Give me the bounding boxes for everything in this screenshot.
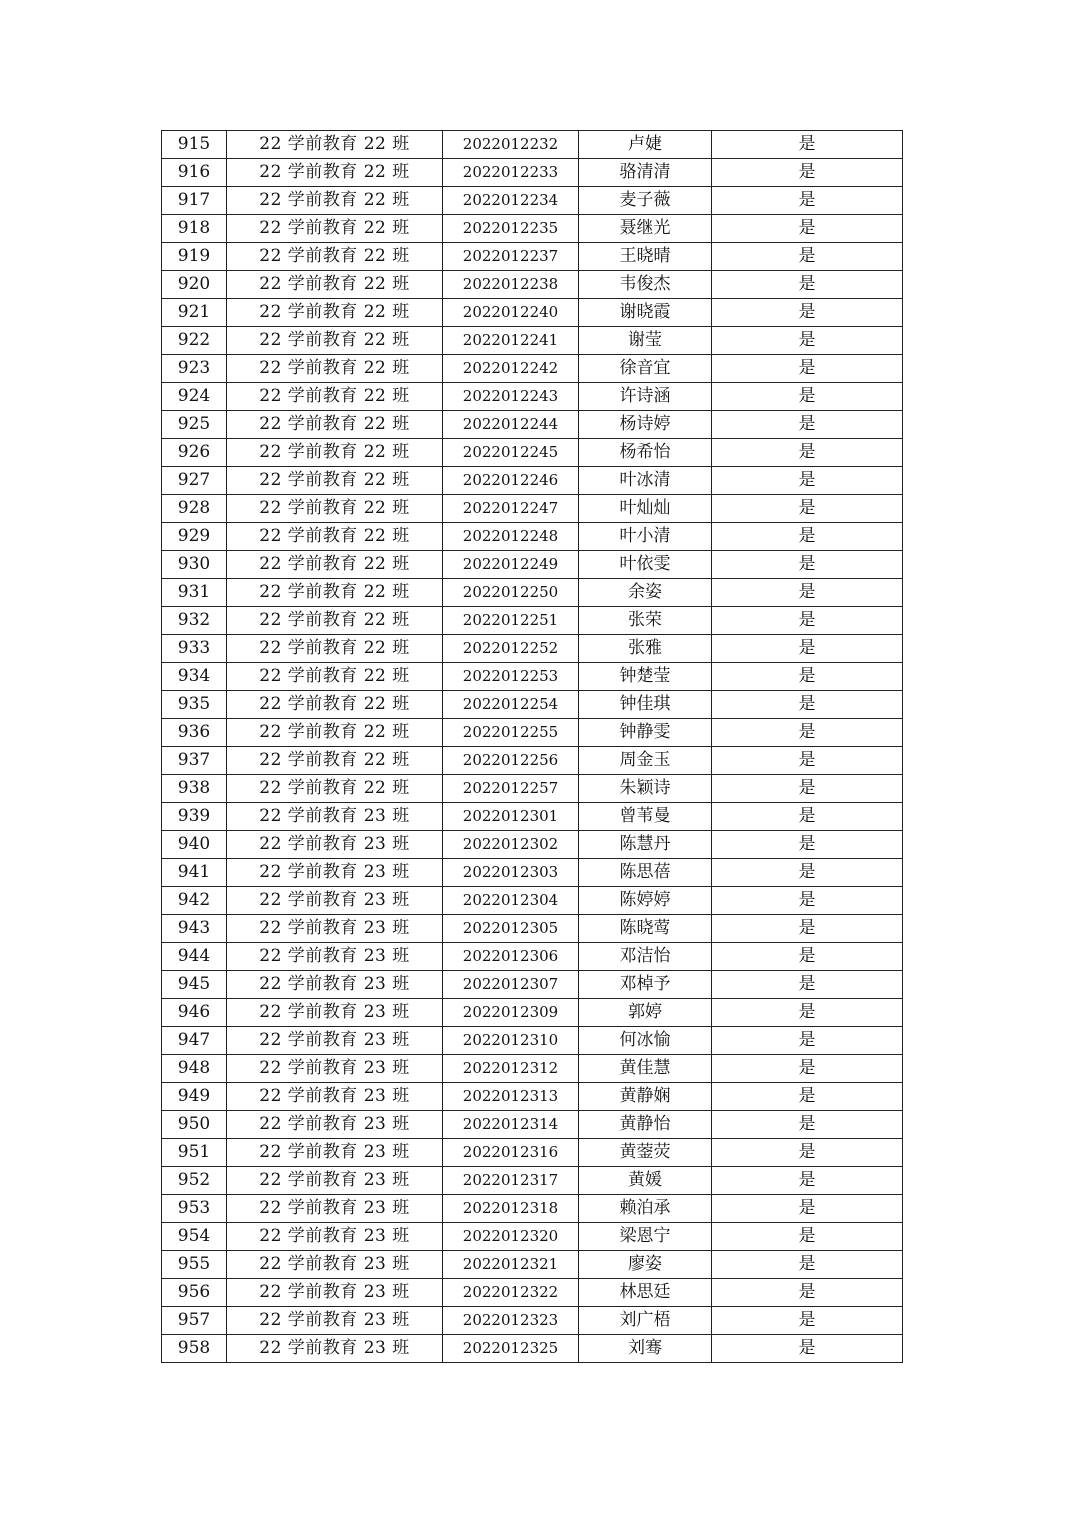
- student-name-cell: 陈晓莺: [579, 915, 712, 943]
- status-cell: 是: [712, 663, 903, 691]
- student-id-cell: 2022012313: [443, 1083, 579, 1111]
- student-name-cell: 邓棹予: [579, 971, 712, 999]
- student-name-cell: 叶小清: [579, 523, 712, 551]
- student-id-cell: 2022012316: [443, 1139, 579, 1167]
- student-id-cell: 2022012247: [443, 495, 579, 523]
- status-cell: 是: [712, 1055, 903, 1083]
- class-cell: 22 学前教育 22 班: [227, 299, 443, 327]
- student-id-cell: 2022012243: [443, 383, 579, 411]
- status-cell: 是: [712, 803, 903, 831]
- student-id-cell: 2022012320: [443, 1223, 579, 1251]
- student-id-cell: 2022012318: [443, 1195, 579, 1223]
- table-row: [162, 607, 903, 635]
- status-cell: 是: [712, 1111, 903, 1139]
- class-cell: 22 学前教育 23 班: [227, 1027, 443, 1055]
- row-number-cell: 918: [162, 215, 227, 243]
- row-number-cell: 917: [162, 187, 227, 215]
- student-id-cell: 2022012249: [443, 551, 579, 579]
- student-id-cell: 2022012240: [443, 299, 579, 327]
- table-row: [162, 775, 903, 803]
- row-number-cell: 927: [162, 467, 227, 495]
- student-name-cell: 韦俊杰: [579, 271, 712, 299]
- class-cell: 22 学前教育 23 班: [227, 1279, 443, 1307]
- class-cell: 22 学前教育 23 班: [227, 1139, 443, 1167]
- table-row: [162, 215, 903, 243]
- student-id-cell: 2022012237: [443, 243, 579, 271]
- student-id-cell: 2022012323: [443, 1307, 579, 1335]
- student-name-cell: 余姿: [579, 579, 712, 607]
- student-name-cell: 陈婷婷: [579, 887, 712, 915]
- roster-body: [162, 131, 903, 1363]
- table-row: [162, 1111, 903, 1139]
- table-row: [162, 159, 903, 187]
- student-id-cell: 2022012252: [443, 635, 579, 663]
- table-row: [162, 1139, 903, 1167]
- student-name-cell: 梁恩宁: [579, 1223, 712, 1251]
- row-number-cell: 948: [162, 1055, 227, 1083]
- student-id-cell: 2022012321: [443, 1251, 579, 1279]
- student-name-cell: 廖姿: [579, 1251, 712, 1279]
- table-row: [162, 495, 903, 523]
- status-cell: 是: [712, 383, 903, 411]
- student-name-cell: 骆清清: [579, 159, 712, 187]
- class-cell: 22 学前教育 23 班: [227, 943, 443, 971]
- class-cell: 22 学前教育 23 班: [227, 859, 443, 887]
- class-cell: 22 学前教育 22 班: [227, 411, 443, 439]
- row-number-cell: 949: [162, 1083, 227, 1111]
- class-cell: 22 学前教育 22 班: [227, 159, 443, 187]
- status-cell: 是: [712, 243, 903, 271]
- status-cell: 是: [712, 775, 903, 803]
- student-name-cell: 杨希怡: [579, 439, 712, 467]
- row-number-cell: 924: [162, 383, 227, 411]
- student-name-cell: 叶依雯: [579, 551, 712, 579]
- student-id-cell: 2022012255: [443, 719, 579, 747]
- student-id-cell: 2022012303: [443, 859, 579, 887]
- row-number-cell: 950: [162, 1111, 227, 1139]
- student-name-cell: 林思廷: [579, 1279, 712, 1307]
- student-id-cell: 2022012238: [443, 271, 579, 299]
- table-row: [162, 1195, 903, 1223]
- student-id-cell: 2022012246: [443, 467, 579, 495]
- class-cell: 22 学前教育 22 班: [227, 607, 443, 635]
- row-number-cell: 920: [162, 271, 227, 299]
- table-row: [162, 1251, 903, 1279]
- student-roster-table: [161, 130, 903, 1363]
- row-number-cell: 945: [162, 971, 227, 999]
- class-cell: 22 学前教育 22 班: [227, 775, 443, 803]
- row-number-cell: 930: [162, 551, 227, 579]
- class-cell: 22 学前教育 23 班: [227, 1167, 443, 1195]
- status-cell: 是: [712, 579, 903, 607]
- student-name-cell: 谢晓霞: [579, 299, 712, 327]
- table-row: [162, 719, 903, 747]
- class-cell: 22 学前教育 23 班: [227, 999, 443, 1027]
- status-cell: 是: [712, 159, 903, 187]
- row-number-cell: 947: [162, 1027, 227, 1055]
- class-cell: 22 学前教育 23 班: [227, 915, 443, 943]
- student-id-cell: 2022012325: [443, 1335, 579, 1363]
- status-cell: 是: [712, 1139, 903, 1167]
- student-id-cell: 2022012301: [443, 803, 579, 831]
- status-cell: 是: [712, 327, 903, 355]
- table-row: [162, 187, 903, 215]
- table-row: [162, 355, 903, 383]
- table-row: [162, 1307, 903, 1335]
- student-name-cell: 徐音宜: [579, 355, 712, 383]
- class-cell: 22 学前教育 23 班: [227, 1223, 443, 1251]
- class-cell: 22 学前教育 23 班: [227, 1111, 443, 1139]
- student-name-cell: 曾苇曼: [579, 803, 712, 831]
- class-cell: 22 学前教育 22 班: [227, 551, 443, 579]
- class-cell: 22 学前教育 22 班: [227, 691, 443, 719]
- student-name-cell: 刘广梧: [579, 1307, 712, 1335]
- row-number-cell: 944: [162, 943, 227, 971]
- class-cell: 22 学前教育 23 班: [227, 1251, 443, 1279]
- class-cell: 22 学前教育 22 班: [227, 187, 443, 215]
- class-cell: 22 学前教育 23 班: [227, 887, 443, 915]
- status-cell: 是: [712, 299, 903, 327]
- student-id-cell: 2022012306: [443, 943, 579, 971]
- row-number-cell: 940: [162, 831, 227, 859]
- row-number-cell: 915: [162, 131, 227, 159]
- row-number-cell: 921: [162, 299, 227, 327]
- student-id-cell: 2022012302: [443, 831, 579, 859]
- class-cell: 22 学前教育 22 班: [227, 579, 443, 607]
- student-name-cell: 麦子薇: [579, 187, 712, 215]
- table-row: [162, 439, 903, 467]
- row-number-cell: 916: [162, 159, 227, 187]
- table-row: [162, 859, 903, 887]
- table-row: [162, 1223, 903, 1251]
- student-name-cell: 钟静雯: [579, 719, 712, 747]
- student-id-cell: 2022012304: [443, 887, 579, 915]
- student-id-cell: 2022012234: [443, 187, 579, 215]
- class-cell: 22 学前教育 23 班: [227, 803, 443, 831]
- status-cell: 是: [712, 1195, 903, 1223]
- class-cell: 22 学前教育 22 班: [227, 271, 443, 299]
- student-name-cell: 黄佳慧: [579, 1055, 712, 1083]
- class-cell: 22 学前教育 23 班: [227, 1083, 443, 1111]
- class-cell: 22 学前教育 22 班: [227, 523, 443, 551]
- status-cell: 是: [712, 691, 903, 719]
- row-number-cell: 942: [162, 887, 227, 915]
- row-number-cell: 919: [162, 243, 227, 271]
- row-number-cell: 934: [162, 663, 227, 691]
- class-cell: 22 学前教育 22 班: [227, 215, 443, 243]
- row-number-cell: 941: [162, 859, 227, 887]
- table-row: [162, 271, 903, 299]
- table-row: [162, 635, 903, 663]
- status-cell: 是: [712, 859, 903, 887]
- class-cell: 22 学前教育 22 班: [227, 495, 443, 523]
- row-number-cell: 923: [162, 355, 227, 383]
- table-row: [162, 803, 903, 831]
- table-row: [162, 243, 903, 271]
- student-name-cell: 赖泊承: [579, 1195, 712, 1223]
- student-id-cell: 2022012233: [443, 159, 579, 187]
- student-name-cell: 许诗涵: [579, 383, 712, 411]
- row-number-cell: 938: [162, 775, 227, 803]
- status-cell: 是: [712, 411, 903, 439]
- status-cell: 是: [712, 831, 903, 859]
- table-row: [162, 1027, 903, 1055]
- student-name-cell: 黄媛: [579, 1167, 712, 1195]
- student-id-cell: 2022012253: [443, 663, 579, 691]
- status-cell: 是: [712, 719, 903, 747]
- table-row: [162, 747, 903, 775]
- table-row: [162, 691, 903, 719]
- row-number-cell: 958: [162, 1335, 227, 1363]
- student-id-cell: 2022012305: [443, 915, 579, 943]
- student-name-cell: 黄静娴: [579, 1083, 712, 1111]
- row-number-cell: 951: [162, 1139, 227, 1167]
- student-name-cell: 黄蓥荧: [579, 1139, 712, 1167]
- student-id-cell: 2022012307: [443, 971, 579, 999]
- class-cell: 22 学前教育 23 班: [227, 1335, 443, 1363]
- status-cell: 是: [712, 355, 903, 383]
- table-row: [162, 299, 903, 327]
- student-id-cell: 2022012251: [443, 607, 579, 635]
- row-number-cell: 939: [162, 803, 227, 831]
- table-row: [162, 579, 903, 607]
- status-cell: 是: [712, 1251, 903, 1279]
- class-cell: 22 学前教育 22 班: [227, 131, 443, 159]
- row-number-cell: 946: [162, 999, 227, 1027]
- table-row: [162, 1055, 903, 1083]
- status-cell: 是: [712, 1307, 903, 1335]
- student-name-cell: 王晓晴: [579, 243, 712, 271]
- status-cell: 是: [712, 495, 903, 523]
- table-row: [162, 943, 903, 971]
- status-cell: 是: [712, 187, 903, 215]
- row-number-cell: 957: [162, 1307, 227, 1335]
- student-id-cell: 2022012317: [443, 1167, 579, 1195]
- table-row: [162, 1167, 903, 1195]
- status-cell: 是: [712, 271, 903, 299]
- table-row: [162, 1279, 903, 1307]
- table-row: [162, 915, 903, 943]
- student-id-cell: 2022012232: [443, 131, 579, 159]
- class-cell: 22 学前教育 22 班: [227, 355, 443, 383]
- table-row: [162, 467, 903, 495]
- student-name-cell: 朱颖诗: [579, 775, 712, 803]
- row-number-cell: 936: [162, 719, 227, 747]
- student-name-cell: 谢莹: [579, 327, 712, 355]
- row-number-cell: 943: [162, 915, 227, 943]
- student-name-cell: 张雅: [579, 635, 712, 663]
- row-number-cell: 956: [162, 1279, 227, 1307]
- class-cell: 22 学前教育 23 班: [227, 1307, 443, 1335]
- status-cell: 是: [712, 915, 903, 943]
- student-name-cell: 刘骞: [579, 1335, 712, 1363]
- status-cell: 是: [712, 887, 903, 915]
- student-id-cell: 2022012250: [443, 579, 579, 607]
- table-row: [162, 1083, 903, 1111]
- student-name-cell: 聂继光: [579, 215, 712, 243]
- table-row: [162, 831, 903, 859]
- class-cell: 22 学前教育 22 班: [227, 467, 443, 495]
- student-name-cell: 陈慧丹: [579, 831, 712, 859]
- student-id-cell: 2022012248: [443, 523, 579, 551]
- table-row: [162, 1335, 903, 1363]
- class-cell: 22 学前教育 22 班: [227, 243, 443, 271]
- row-number-cell: 929: [162, 523, 227, 551]
- class-cell: 22 学前教育 23 班: [227, 1195, 443, 1223]
- row-number-cell: 933: [162, 635, 227, 663]
- table-row: [162, 411, 903, 439]
- table-row: [162, 971, 903, 999]
- class-cell: 22 学前教育 22 班: [227, 719, 443, 747]
- class-cell: 22 学前教育 23 班: [227, 971, 443, 999]
- row-number-cell: 954: [162, 1223, 227, 1251]
- status-cell: 是: [712, 943, 903, 971]
- student-id-cell: 2022012257: [443, 775, 579, 803]
- status-cell: 是: [712, 1083, 903, 1111]
- student-id-cell: 2022012312: [443, 1055, 579, 1083]
- student-name-cell: 郭婷: [579, 999, 712, 1027]
- student-id-cell: 2022012310: [443, 1027, 579, 1055]
- status-cell: 是: [712, 1027, 903, 1055]
- student-name-cell: 钟楚莹: [579, 663, 712, 691]
- student-id-cell: 2022012256: [443, 747, 579, 775]
- student-name-cell: 卢婕: [579, 131, 712, 159]
- row-number-cell: 926: [162, 439, 227, 467]
- student-id-cell: 2022012314: [443, 1111, 579, 1139]
- status-cell: 是: [712, 607, 903, 635]
- row-number-cell: 925: [162, 411, 227, 439]
- class-cell: 22 学前教育 22 班: [227, 663, 443, 691]
- table-row: [162, 999, 903, 1027]
- student-id-cell: 2022012245: [443, 439, 579, 467]
- row-number-cell: 937: [162, 747, 227, 775]
- class-cell: 22 学前教育 22 班: [227, 635, 443, 663]
- student-name-cell: 黄静怡: [579, 1111, 712, 1139]
- student-name-cell: 叶灿灿: [579, 495, 712, 523]
- student-id-cell: 2022012242: [443, 355, 579, 383]
- status-cell: 是: [712, 1167, 903, 1195]
- student-name-cell: 何冰愉: [579, 1027, 712, 1055]
- table-row: [162, 663, 903, 691]
- student-name-cell: 陈思蓓: [579, 859, 712, 887]
- student-id-cell: 2022012309: [443, 999, 579, 1027]
- student-id-cell: 2022012322: [443, 1279, 579, 1307]
- class-cell: 22 学前教育 23 班: [227, 831, 443, 859]
- status-cell: 是: [712, 551, 903, 579]
- table-row: [162, 327, 903, 355]
- student-id-cell: 2022012241: [443, 327, 579, 355]
- class-cell: 22 学前教育 22 班: [227, 747, 443, 775]
- status-cell: 是: [712, 1279, 903, 1307]
- status-cell: 是: [712, 1223, 903, 1251]
- status-cell: 是: [712, 131, 903, 159]
- row-number-cell: 922: [162, 327, 227, 355]
- class-cell: 22 学前教育 23 班: [227, 1055, 443, 1083]
- student-name-cell: 杨诗婷: [579, 411, 712, 439]
- student-id-cell: 2022012254: [443, 691, 579, 719]
- table-row: [162, 131, 903, 159]
- row-number-cell: 953: [162, 1195, 227, 1223]
- row-number-cell: 932: [162, 607, 227, 635]
- table-row: [162, 523, 903, 551]
- table-row: [162, 551, 903, 579]
- row-number-cell: 935: [162, 691, 227, 719]
- status-cell: 是: [712, 467, 903, 495]
- class-cell: 22 学前教育 22 班: [227, 383, 443, 411]
- student-name-cell: 叶冰清: [579, 467, 712, 495]
- status-cell: 是: [712, 439, 903, 467]
- row-number-cell: 952: [162, 1167, 227, 1195]
- status-cell: 是: [712, 635, 903, 663]
- student-id-cell: 2022012244: [443, 411, 579, 439]
- status-cell: 是: [712, 747, 903, 775]
- class-cell: 22 学前教育 22 班: [227, 439, 443, 467]
- status-cell: 是: [712, 523, 903, 551]
- status-cell: 是: [712, 971, 903, 999]
- class-cell: 22 学前教育 22 班: [227, 327, 443, 355]
- status-cell: 是: [712, 999, 903, 1027]
- student-name-cell: 张荣: [579, 607, 712, 635]
- table-row: [162, 383, 903, 411]
- student-name-cell: 钟佳琪: [579, 691, 712, 719]
- status-cell: 是: [712, 215, 903, 243]
- student-name-cell: 周金玉: [579, 747, 712, 775]
- row-number-cell: 928: [162, 495, 227, 523]
- student-name-cell: 邓洁怡: [579, 943, 712, 971]
- table-row: [162, 887, 903, 915]
- student-id-cell: 2022012235: [443, 215, 579, 243]
- status-cell: 是: [712, 1335, 903, 1363]
- row-number-cell: 931: [162, 579, 227, 607]
- row-number-cell: 955: [162, 1251, 227, 1279]
